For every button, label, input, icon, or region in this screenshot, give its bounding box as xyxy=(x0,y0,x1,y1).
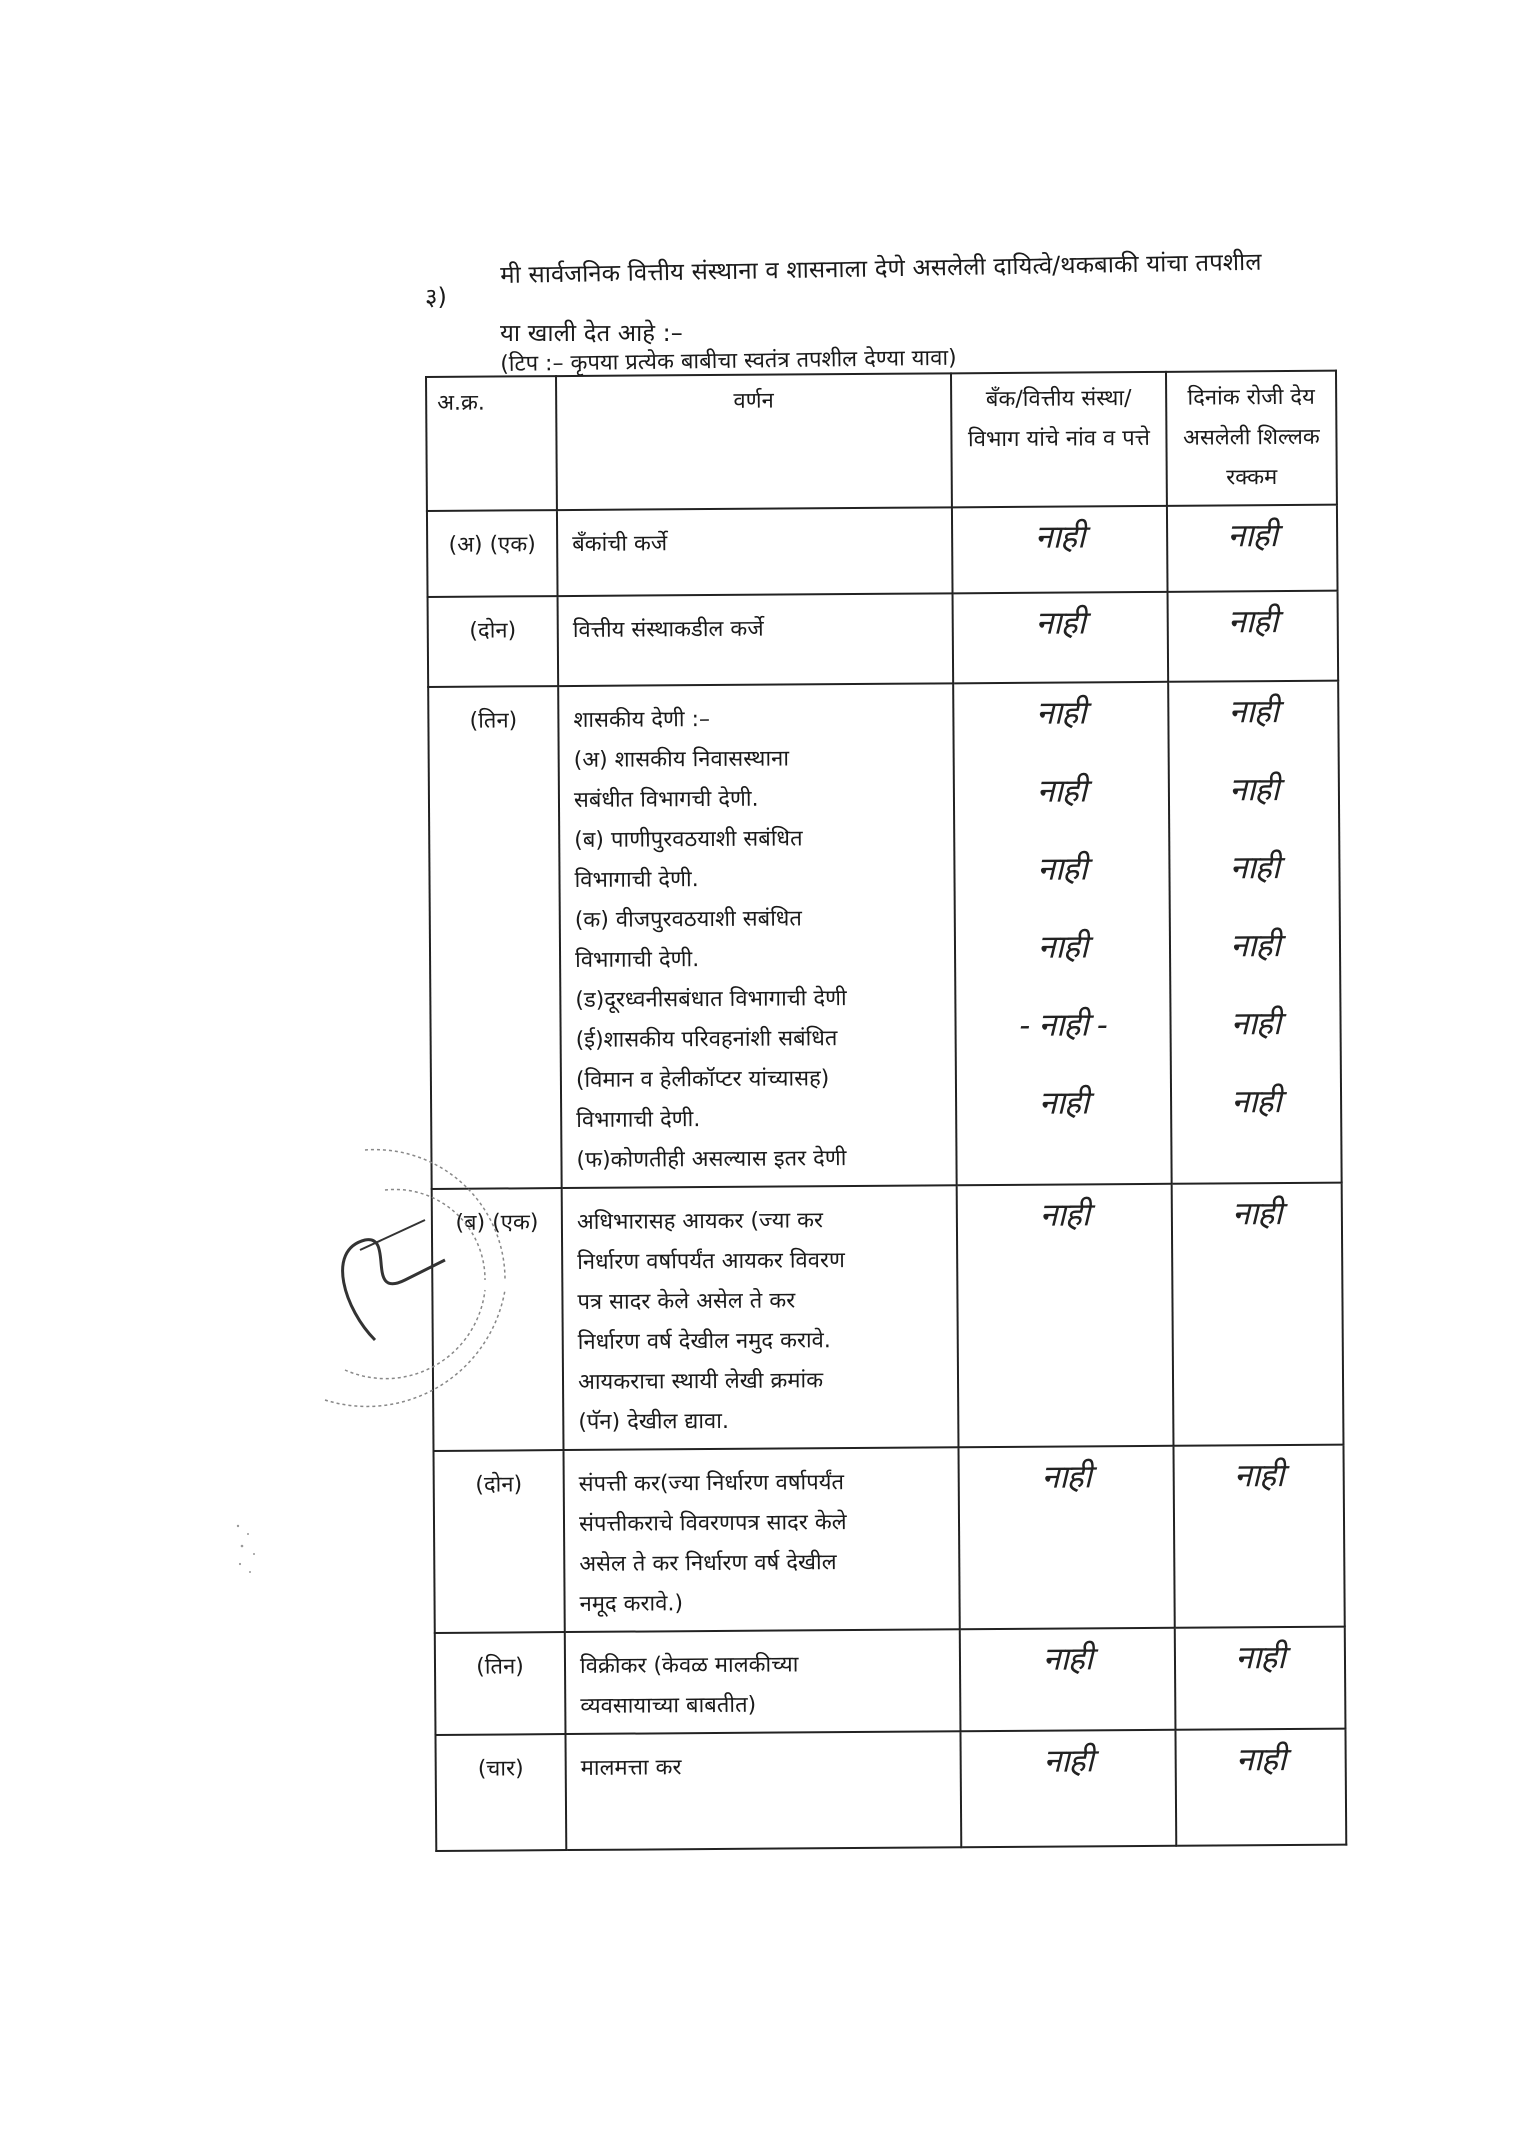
handwritten-answer: नाही xyxy=(1036,771,1087,810)
description-line: संपत्ती कर(ज्या निर्धारण वर्षापर्यंत xyxy=(578,1470,845,1497)
description-line: पत्र सादर केले असेल ते कर xyxy=(577,1288,796,1315)
row-bank-name xyxy=(952,506,1168,593)
handwritten-answer: नाही xyxy=(1038,1083,1089,1122)
intro-text-line2: या खाली देत आहे :– xyxy=(500,319,683,347)
handwritten-answer: नाही xyxy=(1229,848,1280,887)
header-sr: अ.क्र. xyxy=(426,376,557,511)
row-bank-name xyxy=(960,1730,1176,1847)
row-balance-amount xyxy=(1175,1627,1346,1730)
table-row xyxy=(434,1445,1345,1633)
handwritten-answer: नाही xyxy=(1035,603,1086,642)
table-header-row xyxy=(426,371,1337,511)
table-row xyxy=(428,681,1341,1189)
row-balance-amount xyxy=(1167,505,1338,592)
row-description xyxy=(558,593,954,686)
description-line: (पॅन) देखील द्यावा. xyxy=(578,1408,730,1435)
description-line: अधिभारासह आयकर (ज्या कर xyxy=(576,1208,824,1235)
table-row xyxy=(435,1729,1346,1851)
row-description xyxy=(565,1629,961,1734)
description-line: (ड)दूरध्वनीसबंधात विभागाची देणी xyxy=(575,986,847,1013)
handwritten-answer: नाही xyxy=(1041,1457,1091,1496)
row-serial-number: (चार) xyxy=(435,1734,566,1851)
row-serial-number: (तिन) xyxy=(435,1632,566,1735)
description-line: विक्रीकर (केवळ मालकीच्या xyxy=(579,1652,799,1679)
row-serial-number: (तिन) xyxy=(428,686,562,1189)
intro-text-line1: मी सार्वजनिक वित्तीय संस्थाना व शासनाला देणे असलेली दायित्वे/थकबाकी यांचा तपशील xyxy=(500,247,1262,289)
handwritten-answer: नाही xyxy=(1232,1194,1282,1233)
handwritten-answer: नाही xyxy=(1230,926,1280,965)
description-line: (ब) पाणीपुरवठयाशी सबंधित xyxy=(574,826,803,853)
handwritten-answer: नाही xyxy=(1227,516,1277,555)
handwritten-answer: नाही xyxy=(1230,1004,1281,1043)
table-row xyxy=(428,591,1339,687)
table-row xyxy=(427,505,1338,597)
header-bank-name: बँक/वित्तीय संस्था/ विभाग यांचे नांव व पत्ते xyxy=(951,372,1167,507)
description-line: सबंधीत विभागची देणी. xyxy=(573,786,759,813)
handwritten-answer: नाही xyxy=(1039,1195,1090,1234)
row-description xyxy=(557,507,953,596)
liabilities-table-wrapper xyxy=(425,370,1345,1812)
description-line: (अ) शासकीय निवासस्थाना xyxy=(573,746,790,773)
description-line: बँकांची कर्जे xyxy=(572,531,668,557)
row-bank-name xyxy=(953,592,1169,683)
description-line: मालमत्ता कर xyxy=(580,1755,682,1781)
description-line: विभागाची देणी. xyxy=(574,867,699,893)
description-line: (विमान व हेलीकॉप्टर यांच्यासह) xyxy=(575,1066,830,1093)
row-serial-number: (दोन) xyxy=(428,596,559,687)
description-line: आयकराचा स्थायी लेखी क्रमांक xyxy=(577,1368,824,1395)
row-bank-name xyxy=(960,1628,1176,1731)
handwritten-answer: नाही xyxy=(1043,1741,1093,1780)
description-line: (फ)कोणतीही असल्यास इतर देणी xyxy=(576,1146,847,1173)
intro-note: (टिप :– कृपया प्रत्येक बाबीचा स्वतंत्र तपशील देण्या यावा) xyxy=(500,345,957,377)
row-description xyxy=(558,683,956,1188)
description-line: व्यवसायाच्या बाबतीत) xyxy=(580,1692,757,1719)
row-description xyxy=(564,1447,960,1632)
handwritten-answer: नाही xyxy=(1228,692,1279,731)
description-line: निर्धारण वर्षापर्यंत आयकर विवरण xyxy=(577,1248,845,1275)
header-balance-amount: दिनांक रोजी देय असलेली शिल्लक रक्कम xyxy=(1166,371,1337,506)
handwritten-answer: नाही xyxy=(1235,1740,1286,1779)
row-serial-number: (दोन) xyxy=(434,1450,565,1633)
handwritten-answer: नाही xyxy=(1036,693,1086,732)
handwritten-answer: नाही xyxy=(1233,1456,1284,1495)
description-line: असेल ते कर निर्धारण वर्ष देखील xyxy=(579,1550,837,1577)
description-line: (क) वीजपुरवठयाशी सबंधित xyxy=(574,906,803,933)
description-line: विभागाची देणी. xyxy=(576,1107,701,1133)
description-line: वित्तीय संस्थाकडील कर्जे xyxy=(572,616,764,643)
handwritten-answer: - नाही - xyxy=(1019,1005,1107,1044)
row-description xyxy=(562,1185,959,1450)
handwritten-answer: नाही xyxy=(1229,770,1279,809)
row-bank-name xyxy=(958,1446,1174,1629)
description-line: (ई)शासकीय परिवहनांशी सबंधित xyxy=(575,1026,838,1053)
handwritten-answer: नाही xyxy=(1037,849,1087,888)
header-description: वर्णन xyxy=(556,373,952,510)
description-line: विभागाची देणी. xyxy=(574,947,700,973)
row-serial-number: (ब) (एक) xyxy=(432,1188,564,1451)
description-line: नमूद करावे.) xyxy=(579,1591,684,1617)
row-balance-amount xyxy=(1168,681,1342,1184)
table-row xyxy=(435,1627,1346,1735)
row-balance-amount xyxy=(1168,591,1339,682)
paper-specks xyxy=(230,1520,270,1580)
description-line: निर्धारण वर्ष देखील नमुद करावे. xyxy=(577,1328,831,1355)
description-line: संपत्तीकराचे विवरणपत्र सादर केले xyxy=(578,1510,847,1537)
row-serial-number: (अ) (एक) xyxy=(427,510,558,597)
handwritten-answer: नाही xyxy=(1231,1082,1281,1121)
section-number: ३) xyxy=(425,283,447,311)
handwritten-answer: नाही xyxy=(1042,1639,1093,1678)
table-row xyxy=(432,1183,1344,1451)
liabilities-table xyxy=(425,370,1347,1852)
handwritten-answer: नाही xyxy=(1034,517,1085,556)
row-bank-name xyxy=(953,682,1171,1185)
row-balance-amount xyxy=(1173,1445,1344,1628)
handwritten-answer: नाही xyxy=(1227,602,1278,641)
office-seal-stamp xyxy=(305,1130,515,1430)
row-balance-amount xyxy=(1172,1183,1344,1446)
row-balance-amount xyxy=(1175,1729,1346,1846)
description-line: शासकीय देणी :– xyxy=(573,707,711,733)
row-description xyxy=(565,1731,961,1850)
handwritten-answer: नाही xyxy=(1037,927,1088,966)
row-bank-name xyxy=(957,1184,1174,1447)
handwritten-answer: नाही xyxy=(1235,1638,1285,1677)
